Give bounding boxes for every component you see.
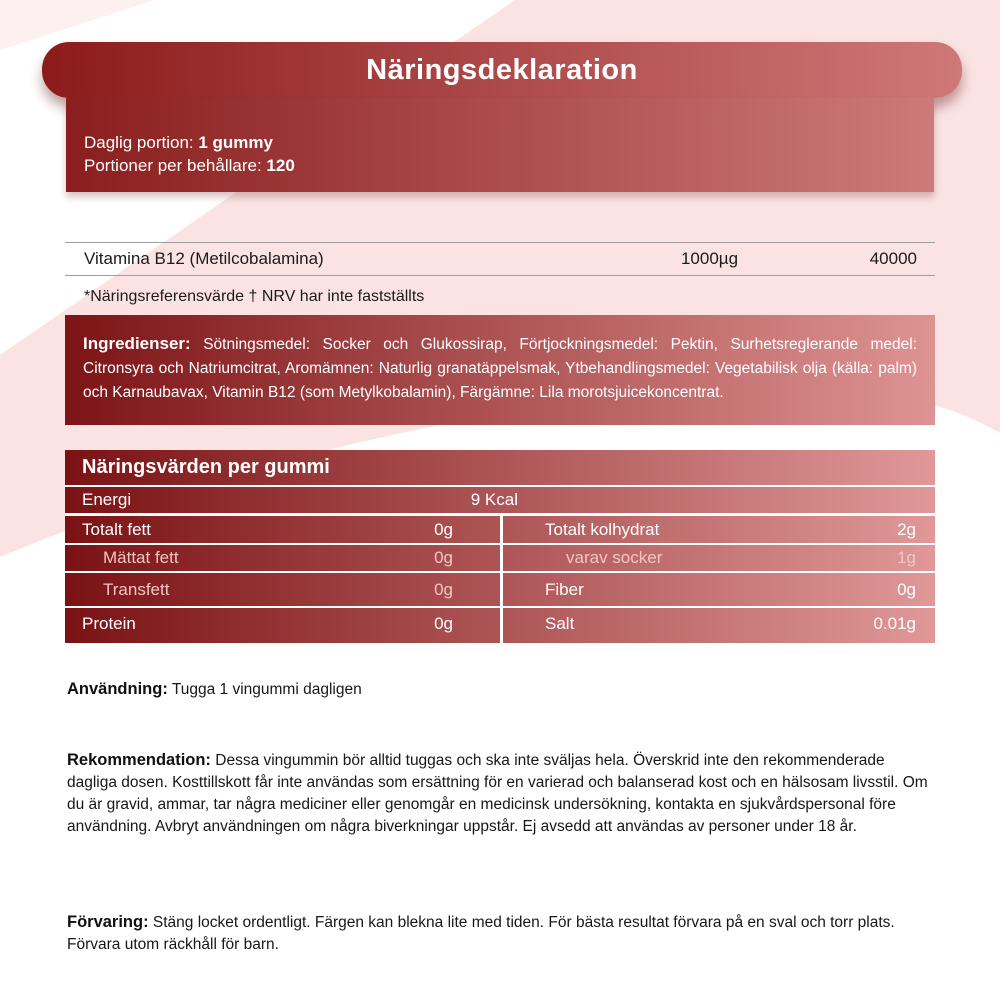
storage-section [67,911,938,956]
nrv-footnote: *Näringsreferensvärde † NRV har inte fastställts [84,288,425,305]
serving-line-daily [84,131,934,154]
salt-value: 0.01g [873,614,916,633]
saturated-fat-label: Mättat fett [103,548,179,567]
cell-of-which-sugars [503,545,935,571]
serving-banner [66,98,934,192]
cell-protein [65,608,500,640]
serving-container-label: Portioner per behållare: [84,156,262,175]
total-fat-value: 0g [434,519,453,539]
cell-total-carbs [503,516,935,543]
cell-saturated-fat [65,545,500,571]
serving-container-value: 120 [266,156,295,175]
protein-value: 0g [434,614,453,633]
usage-text: Tugga 1 vingummi dagligen [171,681,362,698]
cell-fiber [503,573,935,606]
salt-label: Salt [545,614,575,633]
cell-total-fat [65,516,500,543]
recommendation-section [67,749,938,838]
ingredients-text: Sötningsmedel: Socker och Glukossirap, Förtjockningsmedel: Pektin, Surhetsreglerande medel: Citronsyra och Natriumcitrat, Aromämnen: Naturlig granatäppelsmak, Ytbehandlingsmedel: Vegetabilisk olja (källa: palm) och Karnaubavax, Vitamin B12 (som Metylkobalamin), Färgämne: Lila morotsjuicekoncentrat. [83,336,917,401]
usage-section [67,678,938,701]
saturated-fat-value: 0g [434,548,453,567]
nutrition-table-title: Näringsvärden per gummi [65,450,935,487]
sugars-label: varav socker [566,548,663,567]
serving-daily-value: 1 gummy [198,133,273,152]
usage-label: Användning: [67,680,168,698]
energy-value: 9 Kcal [470,490,518,509]
total-fat-label: Totalt fett [82,519,151,539]
table-column-divider [500,516,503,643]
energy-row [65,487,935,516]
recommendation-label: Rekommendation: [67,751,211,769]
cell-salt [503,608,935,640]
storage-text: Stäng locket ordentligt. Färgen kan blekna lite med tiden. För bästa resultat förvara på en sval och torr plats. Förvara utom räckhåll för barn. [67,914,895,953]
total-carbs-label: Totalt kolhydrat [545,519,660,539]
fiber-value: 0g [897,579,916,599]
serving-daily-label: Daglig portion: [84,133,194,152]
recommendation-text: Dessa vingummin bör alltid tuggas och ska inte sväljas hela. Överskrid inte den rekommenderade dagliga dosen. Kosttillskott får inte användas som ersättning för en varierad och balanserad kost och en hälsosam livsstil. Om du är gravid, ammar, tar några mediciner eller genomgår en medicinsk undersökning, kontakta en sjukvårdspersonal före användning. Avbryt användningen om några biverkningar uppstår. Ej avsedd att användas av personer under 18 år. [67,752,928,835]
protein-label: Protein [82,614,136,633]
vitamin-row [65,242,935,276]
serving-line-per-container [84,154,934,177]
ingredients-box [65,315,935,425]
vitamin-nrv-value: 40000 [869,249,917,268]
ingredients-label: Ingredienser: [83,334,191,353]
trans-fat-label: Transfett [103,579,170,599]
page-title: Näringsdeklaration [366,53,638,86]
cell-trans-fat [65,573,500,606]
nutrition-table [65,450,935,643]
vitamin-name: Vitamina B12 (Metilcobalamina) [84,249,324,268]
storage-label: Förvaring: [67,913,149,931]
trans-fat-value: 0g [434,579,453,599]
vitamin-amount: 1000µg [680,249,739,268]
total-carbs-value: 2g [897,519,916,539]
fiber-label: Fiber [545,579,584,599]
energy-label: Energi [82,490,132,509]
header-bar [42,42,962,98]
sugars-value: 1g [897,548,916,567]
